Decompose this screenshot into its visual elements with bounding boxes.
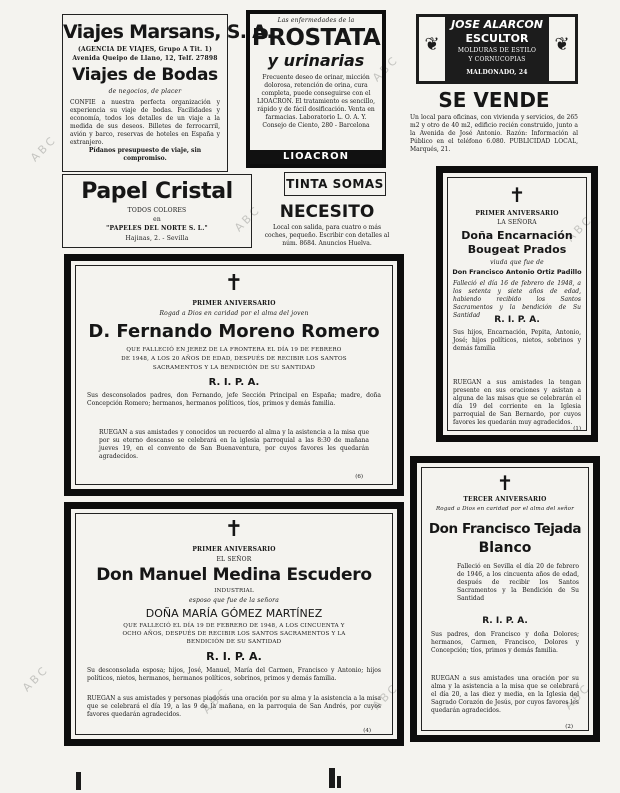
esquela-fernando-died3: SACRAMENTOS Y LA BENDICIÓN DE SU SANTIDAD <box>152 365 316 371</box>
esquela-manuel-died1: QUE FALLECIÓ EL DÍA 19 DE FEBRERO DE 1948, A LOS CINCUENTA Y <box>123 623 345 629</box>
esquela-francisco-name2: Blanco <box>478 540 532 556</box>
esquela-manuel-profession: INDUSTRIAL <box>214 588 254 594</box>
ad-viajes-title: Viajes Marsans, S. A. <box>63 21 274 43</box>
esquela-francisco-pray: Rogad a Dios en caridad por el alma del señor <box>435 506 575 512</box>
scan-mark <box>337 776 341 788</box>
esquela-fernando-name: D. Fernando Moreno Romero <box>88 321 380 342</box>
esquela-encarnacion-sub: LA SEÑORA <box>497 219 537 226</box>
esquela-francisco-mark: (2) <box>565 724 573 730</box>
watermark: ABC <box>370 52 402 85</box>
ad-escultor-address: MALDONADO, 24 <box>466 69 528 76</box>
esquela-manuel-sub: EL SEÑOR <box>216 556 252 563</box>
esquela-manuel-spouse-label: esposo que fue de la señora <box>188 597 280 604</box>
esquela-fernando-pray: Rogad a Dios en caridad por el alma del joven <box>159 310 309 317</box>
ad-viajes-marsans <box>62 14 274 172</box>
esquela-francisco-name1: Don Francisco Tejada <box>428 521 582 537</box>
ad-escultor-name: JOSE ALARCON <box>451 18 543 31</box>
esquela-encarnacion-heading: PRIMER ANIVERSARIO <box>475 210 559 217</box>
ad-prostata-body: Frecuente deseo de orinar, micción dolorosa, retención de orina, cura completa, puede conseguirse con el LIOACRON. El tratamiento es sencillo, rápido y de fácil dosificación. Venta en farmacias. Laboratorio L. O. A. Y. Consejo de Ciento, 280 - Barcelona <box>257 74 375 129</box>
ad-necesito <box>262 200 392 250</box>
ad-se-vende-title: SE VENDE <box>438 88 550 112</box>
watermark: ABC <box>562 680 594 713</box>
esquela-encarnacion-widow: viuda que fue de <box>490 259 544 266</box>
esquela-fernando-died2: DE 1948, A LOS 20 AÑOS DE EDAD, DESPUÉS DE RECIBIR LOS SANTOS <box>121 356 347 362</box>
esquela-encarnacion-name: Doña Encarnación Bougeat Prados <box>461 229 573 256</box>
watermark: ABC <box>200 684 232 717</box>
ad-prostata-subtitle: y urinarias <box>267 51 365 70</box>
watermark: ABC <box>370 680 402 713</box>
esquela-francisco-family: Sus padres, don Francisco y doña Dolores; hermanos, Carmen, Francisco, Dolores y Concepción; tíos, primos y demás familia. <box>431 631 579 654</box>
ad-tinta-somas <box>284 172 386 196</box>
ad-prostata-top: Las enfermedades de la <box>277 17 355 24</box>
esquela-francisco <box>410 456 600 742</box>
ornament-icon: ❦ <box>424 34 440 55</box>
esquela-manuel-ripa: R. I. P. A. <box>206 650 262 663</box>
ad-viajes-footer: Pídanos presupuesto de viaje, sin compromiso. <box>88 147 202 162</box>
esquela-manuel-name: Don Manuel Medina Escudero <box>96 565 372 585</box>
watermark: ABC <box>564 212 596 245</box>
ad-se-vende-body: Un local para oficinas, con vivienda y servicios, de 265 m2 y otro de 40 m2, edificio recién construido, junto a la Avenida de José Antonio. Razón: Información al Público en el teléfono 6.080. PUBLICIDAD LOCAL, Marqués, 21. <box>410 114 578 153</box>
esquela-encarnacion-rogar: RUEGAN a sus amistades la tengan presente en sus oraciones y asistan a alguna de las misas que se celebrarán el día 19 del corriente en la Iglesia parroquial de San Bernardo, por cuyos favores les quedarán muy agradecidos. <box>453 379 581 426</box>
esquela-manuel-rogar: RUEGAN a sus amistades y personas piadosas una oración por su alma y la asistencia a la misa que se celebrará el día 19, a las 9 de la mañana, en la parroquia de San Andrés, por cuyos favores quedarán agradecidos. <box>87 695 381 718</box>
ad-viajes-body: CONFIE a nuestra perfecta organización y experiencia su viaje de bodas. Facilidades y economía, todos los detalles de un viaje a la medida de sus deseos. Billetes de ferrocarril, avión y barco, reservas de hoteles en España y extranjero. <box>70 99 220 146</box>
ad-prostata-title: PROSTATA <box>251 25 381 51</box>
esquela-manuel-mark: (4) <box>363 728 371 734</box>
ad-papel-line1: TODOS COLORES <box>127 207 187 214</box>
esquela-manuel-spouse: DOÑA MARÍA GÓMEZ MARTÍNEZ <box>145 607 323 620</box>
ad-papel-cristal <box>62 174 252 248</box>
esquela-manuel-family: Su desconsolada esposa; hijos, José, Manuel, María del Carmen, Francisco y Antonio; hijos políticos, nietos, hermanos, hermanos políticos, sobrinos, primos y demás familia. <box>87 667 381 682</box>
esquela-encarnacion-ripa: R. I. P. A. <box>494 315 540 325</box>
esquela-francisco-heading: TERCER ANIVERSARIO <box>463 496 547 503</box>
ad-papel-title: Papel Cristal <box>81 179 233 204</box>
watermark: ABC <box>28 132 60 165</box>
esquela-fernando-mark: (6) <box>355 474 363 480</box>
esquela-encarnacion-mark: (1) <box>573 426 581 432</box>
esquela-manuel-heading: PRIMER ANIVERSARIO <box>192 546 276 553</box>
ad-escultor-role: ESCULTOR <box>465 32 529 45</box>
ad-escultor-line1: MOLDURAS DE ESTILO <box>457 47 537 54</box>
cross-icon: ✝ <box>508 183 526 207</box>
ad-viajes-address: Avenida Queipo de Llano, 12, Telf. 27898 <box>72 55 218 62</box>
ad-necesito-title: NECESITO <box>279 202 375 222</box>
esquela-fernando-heading: PRIMER ANIVERSARIO <box>192 300 276 307</box>
scan-mark <box>329 768 335 788</box>
ad-escultor-line2: Y CORNUCOPIAS <box>468 56 526 63</box>
watermark: ABC <box>232 202 264 235</box>
ad-prostata <box>246 10 386 168</box>
scan-mark <box>76 772 81 790</box>
cross-icon: ✝ <box>496 471 514 495</box>
esquela-encarnacion <box>436 166 598 442</box>
ad-viajes-subtitle: Viajes de Bodas <box>72 65 218 85</box>
esquela-fernando-rogar: RUEGAN a sus amistades y conocidos un recuerdo al alma y la asistencia a la misa que por su eterno descanso se celebrará en la iglesia parroquial a las 8:30 de mañana jueves 19, en el convento de San Buenaventura, por cuyos favores les quedarán agradecidos. <box>99 429 369 460</box>
esquela-francisco-rogar: RUEGAN a sus amistades una oración por su alma y la asistencia a la misa que se celebrará el día 20, a las diez y media, en la Iglesia del Sagrado Corazón de Jesús, por cuyos favores les quedarán agradecidos. <box>431 675 579 714</box>
esquela-encarnacion-body: Falleció el día 16 de febrero de 1948, a los setenta y siete años de edad, habiendo recibido los Santos Sacramentos y la bendición de Su Santidad <box>453 280 581 319</box>
cross-icon: ✝ <box>224 271 244 296</box>
esquela-manuel <box>64 502 404 746</box>
ad-papel-line4: Hajinas, 2. - Sevilla <box>125 235 189 242</box>
ad-papel-line3: "PAPELES DEL NORTE S. L." <box>106 225 208 232</box>
esquela-encarnacion-family: Sus hijos, Encarnación, Pepita, Antonio, José; hijos políticos, nietos, sobrinos y demás familia <box>453 329 581 352</box>
ad-prostata-brand: LIOACRON <box>283 151 349 162</box>
esquela-manuel-died2: OCHO AÑOS, DESPUÉS DE RECIBIR LOS SANTOS SACRAMENTOS Y LA <box>122 631 346 637</box>
esquela-manuel-died3: BENDICIÓN DE SU SANTIDAD <box>186 639 282 645</box>
ad-se-vende <box>406 86 582 162</box>
ornament-icon: ❦ <box>554 34 570 55</box>
ad-escultor <box>416 14 578 84</box>
esquela-fernando-died1: QUE FALLECIÓ EN JEREZ DE LA FRONTERA EL DÍA 19 DE FEBRERO <box>126 347 342 353</box>
esquela-fernando <box>64 254 404 496</box>
esquela-francisco-body: Falleció en Sevilla el día 20 de febrero de 1946, a los cincuenta años de edad, después de recibir los Santos Sacramentos y la Bendición de Su Santidad <box>457 563 579 602</box>
watermark: ABC <box>20 662 52 695</box>
cross-icon: ✝ <box>224 517 244 542</box>
ad-tinta-title: TINTA SOMAS <box>286 177 384 191</box>
esquela-fernando-ripa: R. I. P. A. <box>208 377 260 388</box>
esquela-encarnacion-husband: Don Francisco Antonio Ortiz Padillo <box>452 268 582 276</box>
ad-viajes-agency: (AGENCIA DE VIAJES, Grupo A Tit. 1) <box>77 46 213 53</box>
ad-necesito-body: Local con salida, para cuatro o más coches, pequeño. Escribir con detalles al núm. 8684. Anuncios Huelva. <box>264 224 390 247</box>
ad-viajes-note: de negocios, de placer <box>108 88 182 95</box>
esquela-francisco-ripa: R. I. P. A. <box>482 616 528 626</box>
esquela-fernando-family: Sus desconsolados padres, don Fernando, jefe Sección Principal en España; madre, doña Concepción Romero; hermanos, hermanos políticos, tíos, primos y demás familia. <box>87 392 381 407</box>
ad-papel-line2: en <box>153 216 161 223</box>
